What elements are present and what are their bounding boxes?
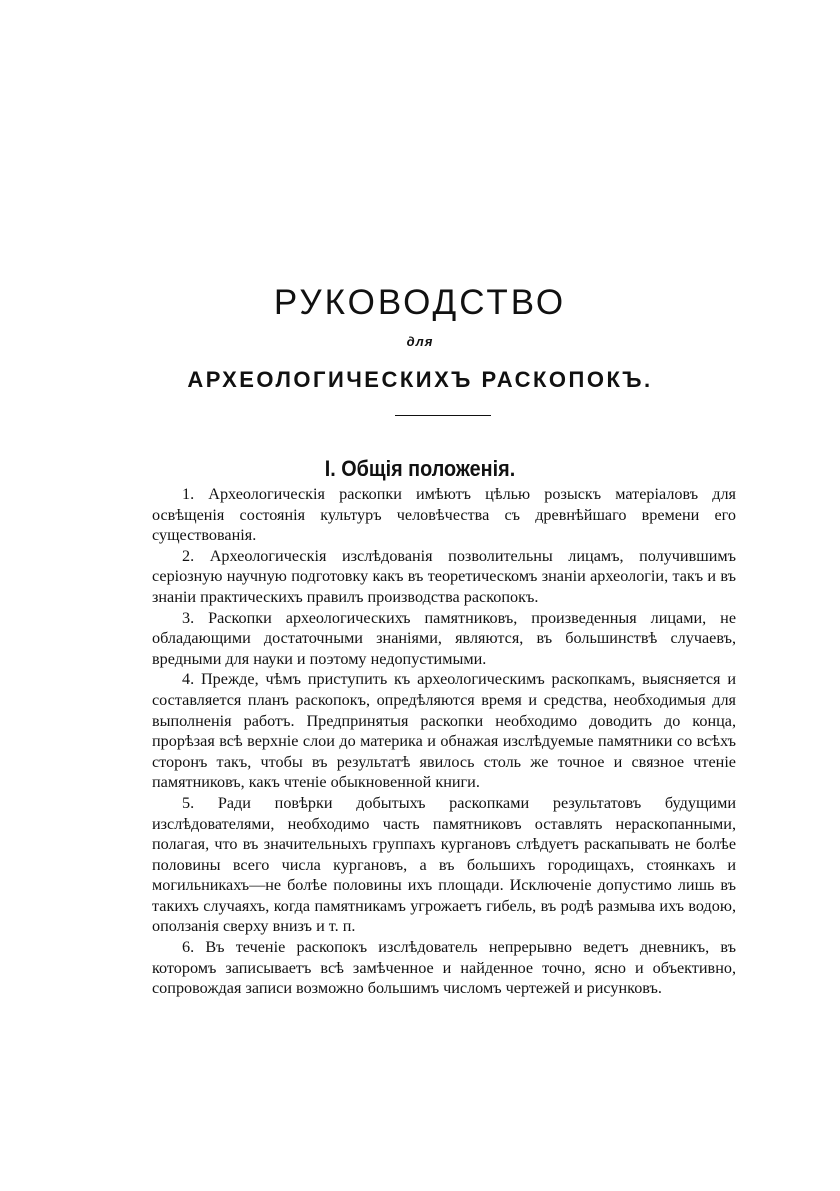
paragraph-2: 2. Археологическiя изслѣдованiя позволительны лицамъ, получившимъ серiозную научную подготовку какъ въ теоретическомъ знанiи археологiи, такъ и въ знанiи практическихъ правилъ производства раскопокъ. [152, 546, 736, 606]
body-text [152, 484, 736, 999]
paragraph-4: 4. Прежде, чѣмъ приступить къ археологическимъ раскопкамъ, выясняется и составляется планъ раскопокъ, опредѣляются время и средства, необходимыя для выполненiя работъ. Предпринятыя раскопки необходимо доводить до конца, прорѣзая всѣ верхнiе слои до материка и обнажая изслѣдуемые памятники со всѣхъ сторонъ такъ, чтобы въ результатѣ явилось столь же точное и связное чтенiе памятниковъ, какъ чтенiе обыкновенной книги. [152, 670, 736, 792]
document-subtitle: АРХЕОЛОГИЧЕСКИХЪ РАСКОПОКЪ. [187, 367, 653, 392]
document-title: РУКОВОДСТВО [273, 283, 567, 322]
section-heading: I. Общiя положенiя. [324, 456, 516, 482]
paragraph-1: 1. Археологическiя раскопки имѣютъ цѣлью розыскъ матерiаловъ для освѣщенiя состоянiя культуръ человѣчества съ древнѣйшаго времени его существованiя. [152, 485, 736, 545]
paragraph-3: 3. Раскопки археологическихъ памятниковъ, произведенныя лицами, не обладающими достаточными знанiями, являются, въ большинствѣ случаевъ, вредными для науки и поэтому недопустимыми. [152, 608, 736, 668]
title-divider [395, 415, 491, 416]
paragraph-6: 6. Въ теченiе раскопокъ изслѣдователь непрерывно ведетъ дневникъ, въ которомъ записываетъ всѣ замѣченное и найденное точно, ясно и объективно, сопровождая записи возможно большимъ числомъ чертежей и рисунковъ. [152, 938, 736, 998]
title-connector-word: для [406, 334, 434, 349]
paragraph-5: 5. Ради повѣрки добытыхъ раскопками результатовъ будущими изслѣдователями, необходимо часть памятниковъ оставлять нераскопанными, полагая, что въ значительныхъ группахъ кургановъ слѣдуетъ раскапывать не болѣе половины всего числа кургановъ, а въ большихъ городищахъ, стоянкахъ и могильникахъ—не болѣе половины ихъ площади. Исключенiе допустимо лишь въ такихъ случаяхъ, когда памятникамъ угрожаетъ гибель, въ родѣ размыва ихъ водою, оползанiя сверху внизъ и т. п. [152, 793, 736, 936]
